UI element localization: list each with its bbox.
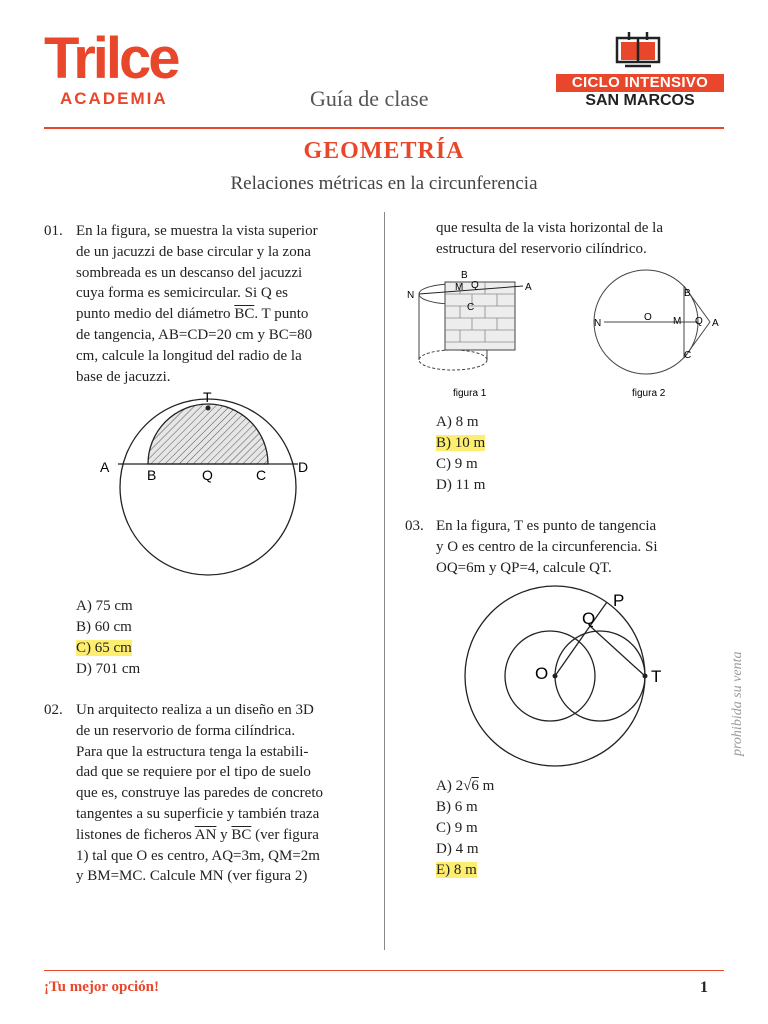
option-e-answer[interactable] [436,860,494,881]
q1-options [76,596,140,680]
option-c[interactable]: C) 9 m [436,820,478,836]
header-divider [44,127,724,129]
q2-line: Para que la estructura tenga la estabili- [76,743,309,760]
q2-line: de un reservorio de forma cilíndrica. [76,722,296,739]
q3-line: En la figura, T es punto de tangencia [436,518,657,534]
q2-line: que es, construye las paredes de concreto [76,785,323,802]
q1-line: de un jacuzzi de base circular y la zona [76,243,311,260]
option-d[interactable]: D) 4 m [436,841,479,857]
page-number: 1 [700,979,708,996]
topic-title: Relaciones métricas en la circunferencia [230,173,538,194]
label-b: B [147,467,157,483]
brand-subtitle: ACADEMIA [60,89,168,108]
q2-continuation [436,218,724,260]
column-divider [384,212,385,950]
q2-options [436,412,485,496]
label-q: Q [202,467,213,483]
q2-number: 02. [44,702,63,718]
q1-line: punto medio del diámetro $\overline{BC}$. T punto [76,306,309,323]
q2-statement [76,700,364,887]
brand-logo: Trilce [44,26,178,91]
q2-figure-1 [405,266,555,402]
q2-line: listones de ficheros $\overline{AN}$ y $\overline{BC}$ (ver figura [76,826,319,843]
segment-bc: $\overline{BC}$ [231,826,252,843]
q1-line: cm, calcule la longitud del radio de la [76,347,302,364]
label-q: Q [582,609,596,628]
fig1-label-a: A [525,282,532,293]
q2-line: estructura del reservorio cilíndrico. [436,240,647,257]
q1-figure [92,388,332,598]
fig1-label-n: N [407,290,415,301]
q1-line: sombreada es un descanso del jacuzzi [76,264,303,281]
label-p: P [613,591,625,610]
fig1-caption: figura 1 [453,388,487,399]
fig2-label-b: B [684,288,691,299]
label-t: T [203,389,212,405]
footer-slogan: ¡Tu mejor opción! [44,979,160,995]
fig1-label-q: Q [471,280,479,291]
q1-statement [76,221,364,387]
q2-line: que resulta de la vista horizontal de la [436,220,663,236]
label-t: T [651,667,662,686]
q3-line: OQ=6m y QP=4, calcule QT. [436,559,612,576]
label-o: O [535,664,549,683]
option-d[interactable]: D) 701 cm [76,661,141,677]
segment-bc: $\overline{BC}$ [234,306,255,323]
fig1-label-b: B [461,270,468,281]
san-marcos-label: SAN MARCOS [585,92,695,109]
q2-line: Un arquitecto realiza a un diseño en 3D [76,702,314,718]
fig2-label-q: Q [695,316,703,327]
option-c-answer[interactable] [76,638,140,659]
q1-number: 01. [44,223,63,239]
fig2-label-m: M [673,316,682,327]
q3-figure [455,584,695,774]
q2-line: tangentes a su superficie y también traza [76,805,320,822]
option-d[interactable]: D) 11 m [436,477,486,493]
q1-line: En la figura, se muestra la vista superior [76,223,318,239]
q2-line: 1) tal que O es centro, AQ=3m, QM=2m [76,847,320,864]
option-b-answer[interactable] [436,433,485,454]
q3-line: y O es centro de la circunferencia. Si [436,538,658,555]
option-a[interactable]: A) 8 m [436,414,479,430]
q3-number: 03. [405,518,424,534]
label-d: D [298,459,309,475]
q2-figure-2 [588,266,724,402]
answer-highlight: E) 8 m [436,862,477,878]
sqrt-symbol-icon: √ [463,778,472,794]
q1-line: base de jacuzzi. [76,368,171,385]
answer-highlight: B) 10 m [436,435,486,451]
q3-options [436,776,494,881]
footer-divider [44,970,724,971]
label-a: A [100,459,110,475]
answer-highlight: C) 65 cm [76,640,132,656]
q1-line: de tangencia, AB=CD=20 cm y BC=80 [76,326,313,343]
q2-line: y BM=MC. Calcule MN (ver figura 2) [76,868,308,885]
subject-title: GEOMETRÍA [303,138,465,164]
fig2-caption: figura 2 [632,388,666,399]
option-b[interactable]: B) 60 cm [76,619,132,635]
option-a[interactable]: A) 2√6 m [436,778,495,794]
fig1-label-m: M [455,282,464,293]
fig1-label-c: C [467,302,475,313]
book-icon [615,30,661,68]
option-a[interactable]: A) 75 cm [76,598,133,614]
fig2-label-c: C [684,350,692,361]
ciclo-intensivo-label: CICLO INTENSIVO [556,74,724,92]
label-c: C [256,467,267,483]
fig2-label-n: N [594,318,602,329]
fig2-label-a: A [712,318,719,329]
side-note: prohibida su venta [730,651,745,756]
option-c[interactable]: C) 9 m [436,456,478,472]
guide-title: Guía de clase [310,86,429,111]
q1-line: cuya forma es semicircular. Si Q es [76,285,289,302]
q2-line: dad que se requiere por el tipo de suelo [76,764,311,781]
option-b[interactable]: B) 6 m [436,799,478,815]
fig2-label-o: O [644,312,652,323]
q3-statement [436,516,724,578]
segment-an: $\overline{AN}$ [194,826,217,843]
